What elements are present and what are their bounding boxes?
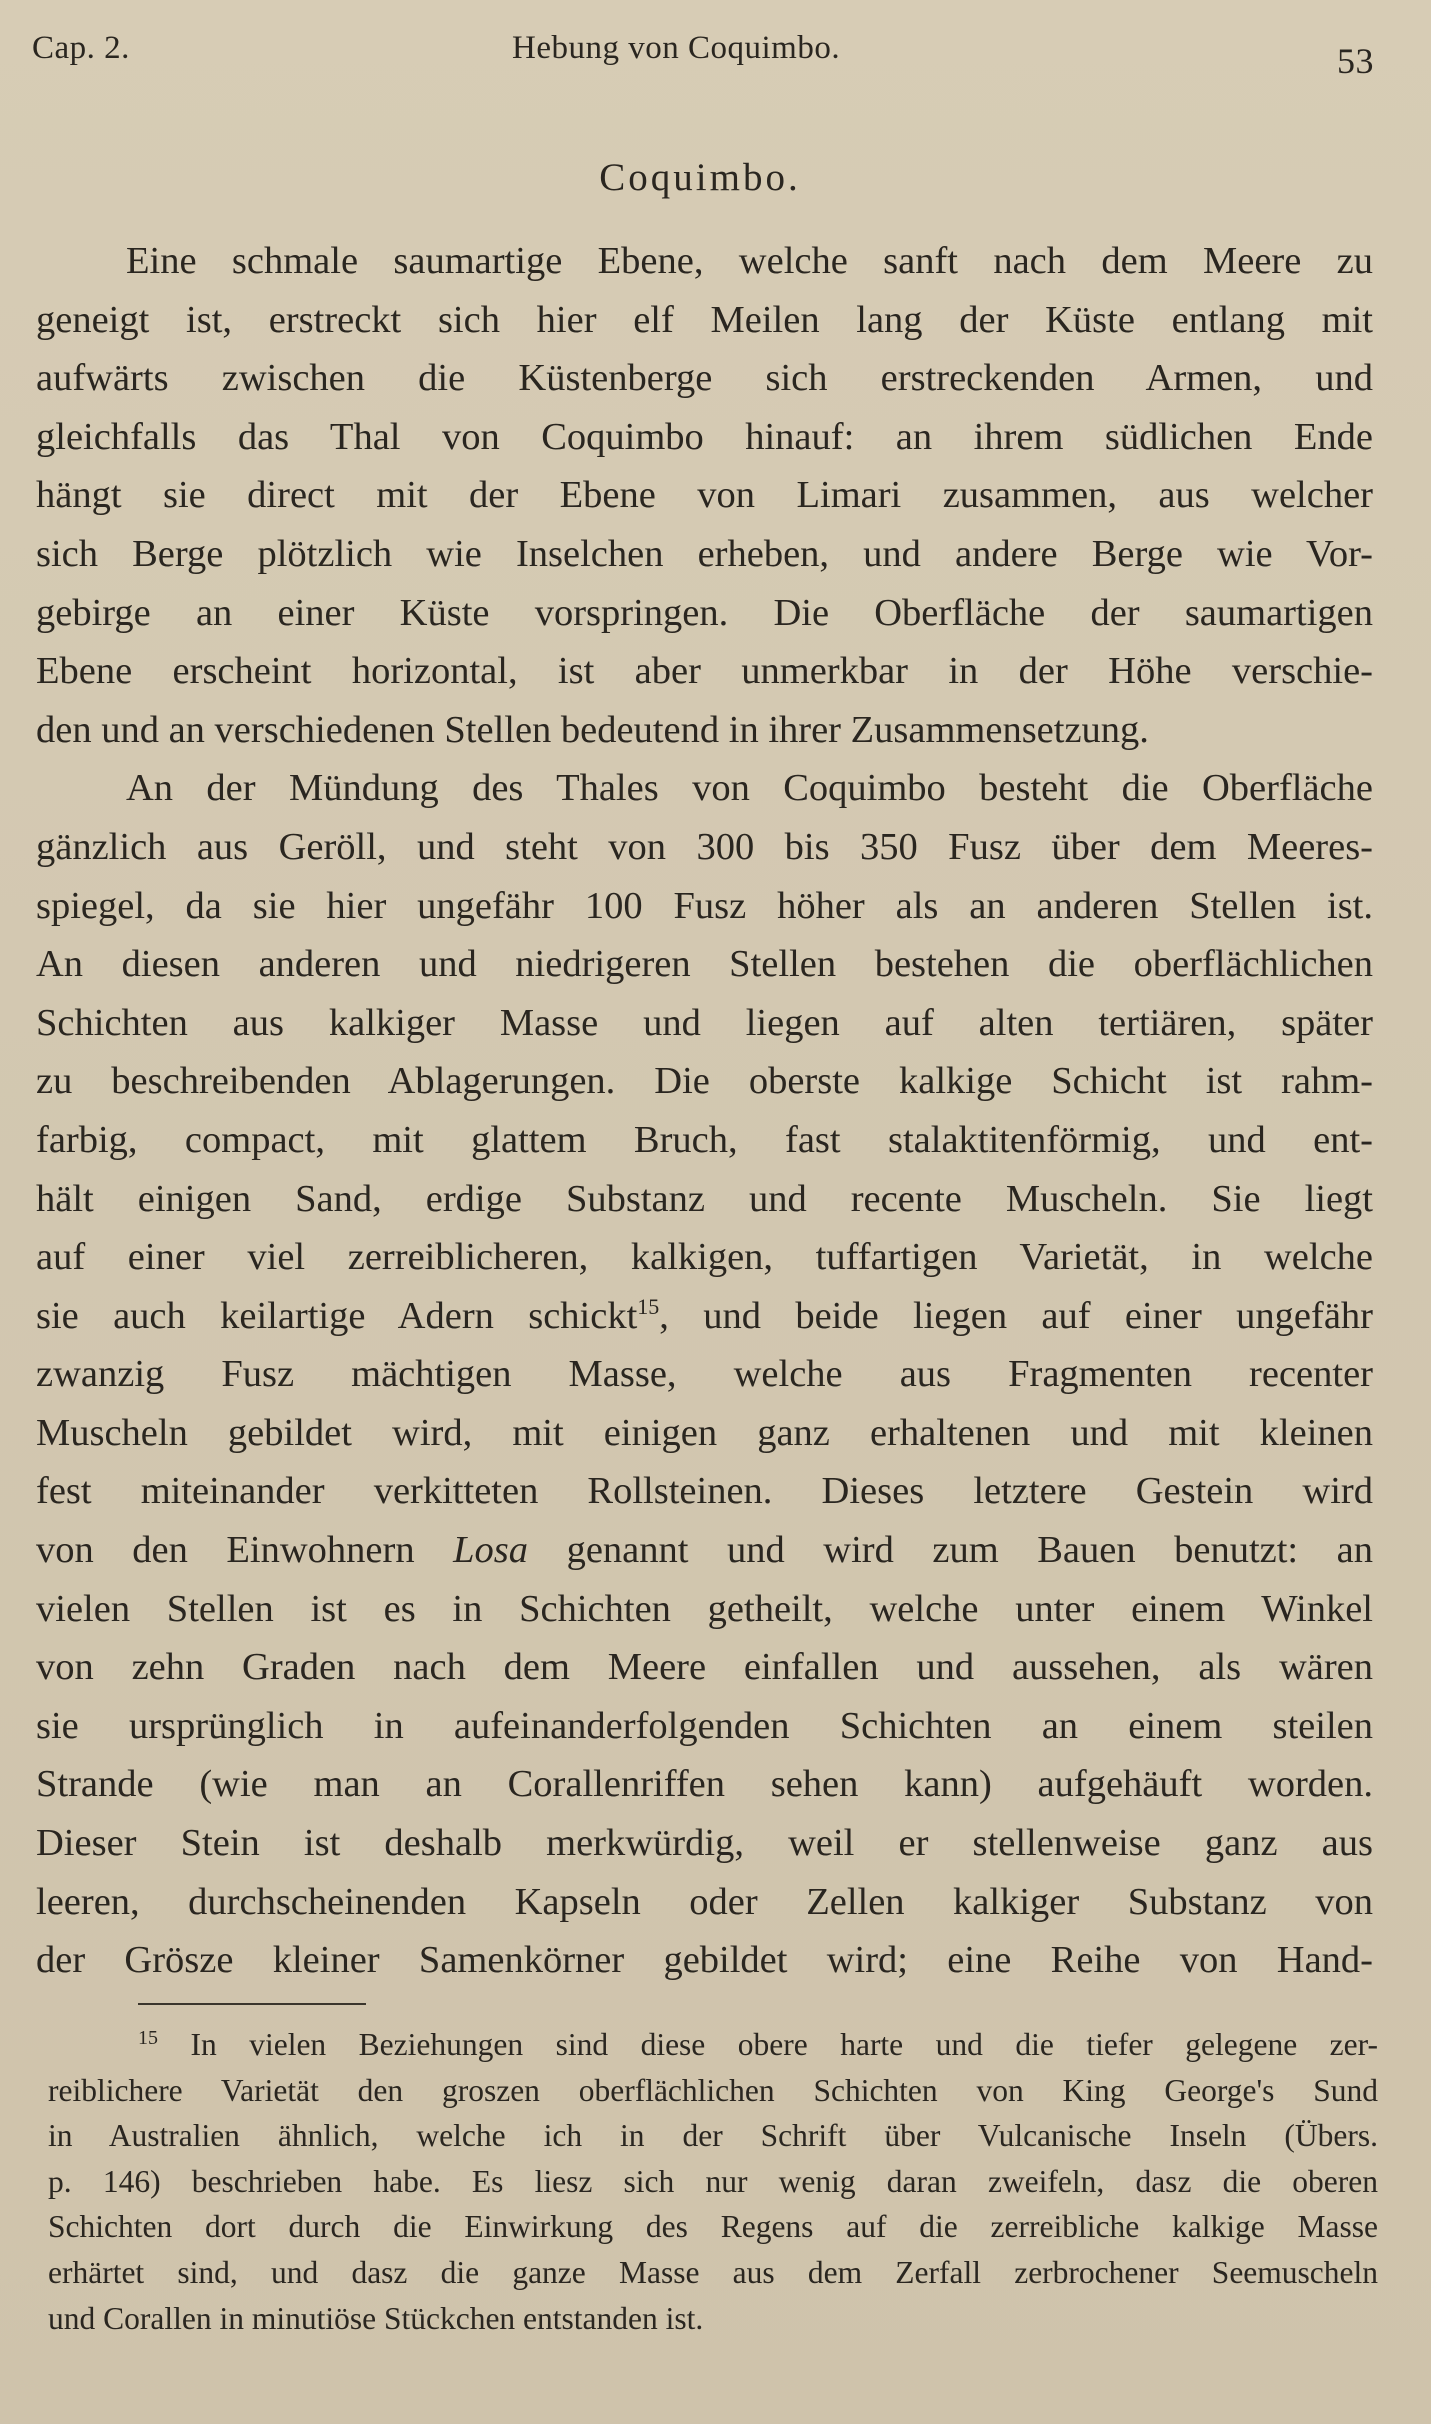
line-text: sie auch keilartige Adern schickt [36, 1294, 638, 1337]
body-line: Ebene erscheint horizontal, ist aber unmerkbar in der Höhe verschie- [36, 650, 1373, 693]
section-title: Coquimbo. [599, 156, 801, 199]
body-line: Strande (wie man an Corallenriffen sehen kann) aufgehäuft worden. [36, 1763, 1373, 1806]
body-line: gebirge an einer Küste vorspringen. Die Oberfläche der saumartigen [36, 591, 1373, 634]
body-line: den und an verschiedenen Stellen bedeutend in ihrer Zusammensetzung. [36, 708, 1149, 751]
page-number: 53 [1337, 41, 1374, 81]
body-line: Schichten aus kalkiger Masse und liegen auf alten tertiären, später [36, 1001, 1373, 1044]
body-line: hängt sie direct mit der Ebene von Limari zusammen, aus welcher [36, 474, 1373, 517]
footnote-line: erhärtet sind, und dasz die ganze Masse aus dem Zerfall zerbrochener Seemuscheln [48, 2254, 1378, 2290]
body-line: vielen Stellen ist es in Schichten getheilt, welche unter einem Winkel [36, 1587, 1373, 1630]
footnote-line: reiblichere Varietät den groszen oberflächlichen Schichten von King George's Sund [48, 2072, 1378, 2108]
body-line: auf einer viel zerreiblicheren, kalkigen, tuffartigen Varietät, in welche [36, 1236, 1373, 1279]
footnote-line [48, 2022, 1378, 2068]
footnote-divider [138, 2003, 366, 2005]
body-line: sich Berge plötzlich wie Inselchen erheben, und andere Berge wie Vor- [36, 532, 1373, 575]
body-line: geneigt ist, erstreckt sich hier elf Meilen lang der Küste entlang mit [36, 298, 1373, 341]
running-header [32, 30, 1374, 90]
footnote-line: p. 146) beschrieben habe. Es liesz sich nur wenig daran zweifeln, dasz die oberen [48, 2163, 1378, 2199]
body-line: zu beschreibenden Ablagerungen. Die oberste kalkige Schicht ist rahm- [36, 1060, 1373, 1103]
line-text: , und beide liegen auf einer ungefähr [659, 1294, 1373, 1337]
body-line: farbig, compact, mit glattem Bruch, fast stalaktitenförmig, und ent- [36, 1118, 1373, 1161]
body-line-with-italic [36, 1521, 1373, 1580]
line-text: In vielen Beziehungen sind diese obere harte und die tiefer gelegene zer- [158, 2027, 1378, 2062]
body-line: Dieser Stein ist deshalb merkwürdig, weil er stellenweise ganz aus [36, 1822, 1373, 1865]
body-line: An diesen anderen und niedrigeren Stellen bestehen die oberflächlichen [36, 943, 1373, 986]
body-line-with-footnote-ref [36, 1287, 1373, 1346]
body-text [36, 232, 1373, 1990]
footnote-line: und Corallen in minutiöse Stückchen entstanden ist. [48, 2300, 704, 2336]
body-line: An der Mündung des Thales von Coquimbo besteht die Oberfläche [126, 767, 1373, 810]
footnote-reference: 15 [637, 1293, 660, 1319]
running-title: Hebung von Coquimbo. [512, 30, 841, 66]
line-text: von den Einwohnern [36, 1529, 454, 1572]
body-line: sie ursprünglich in aufeinanderfolgenden Schichten an einem steilen [36, 1704, 1373, 1747]
body-line: der Grösze kleiner Samenkörner gebildet wird; eine Reihe von Hand- [36, 1939, 1373, 1982]
body-line: hält einigen Sand, erdige Substanz und recente Muscheln. Sie liegt [36, 1177, 1373, 1220]
body-line: zwanzig Fusz mächtigen Masse, welche aus Fragmenten recenter [36, 1353, 1373, 1396]
footnote-number: 15 [138, 2027, 158, 2049]
body-line: spiegel, da sie hier ungefähr 100 Fusz höher als an anderen Stellen ist. [36, 884, 1373, 927]
body-line: gleichfalls das Thal von Coquimbo hinauf: an ihrem südlichen Ende [36, 415, 1373, 458]
chapter-label: Cap. 2. [32, 30, 130, 66]
body-line: Eine schmale saumartige Ebene, welche sanft nach dem Meere zu [126, 240, 1373, 282]
body-line: leeren, durchscheinenden Kapseln oder Zellen kalkiger Substanz von [36, 1880, 1373, 1923]
body-line: Muscheln gebildet wird, mit einigen ganz erhaltenen und mit kleinen [36, 1411, 1373, 1454]
body-line: fest miteinander verkitteten Rollsteinen. Dieses letztere Gestein wird [36, 1470, 1373, 1513]
footnote [48, 2022, 1378, 2341]
footnote-line: Schichten dort durch die Einwirkung des Regens auf die zerreibliche kalkige Masse [48, 2209, 1378, 2245]
body-line: von zehn Graden nach dem Meere einfallen und aussehen, als wären [36, 1646, 1373, 1689]
body-line: gänzlich aus Geröll, und steht von 300 bis 350 Fusz über dem Meeres- [36, 825, 1373, 868]
italic-term: Losa [453, 1529, 529, 1572]
line-text: genannt und wird zum Bauen benutzt: an [528, 1529, 1373, 1572]
footnote-line: in Australien ähnlich, welche ich in der Schrift über Vulcanische Inseln (Übers. [48, 2118, 1378, 2154]
body-line: aufwärts zwischen die Küstenberge sich erstreckenden Armen, und [36, 357, 1373, 400]
